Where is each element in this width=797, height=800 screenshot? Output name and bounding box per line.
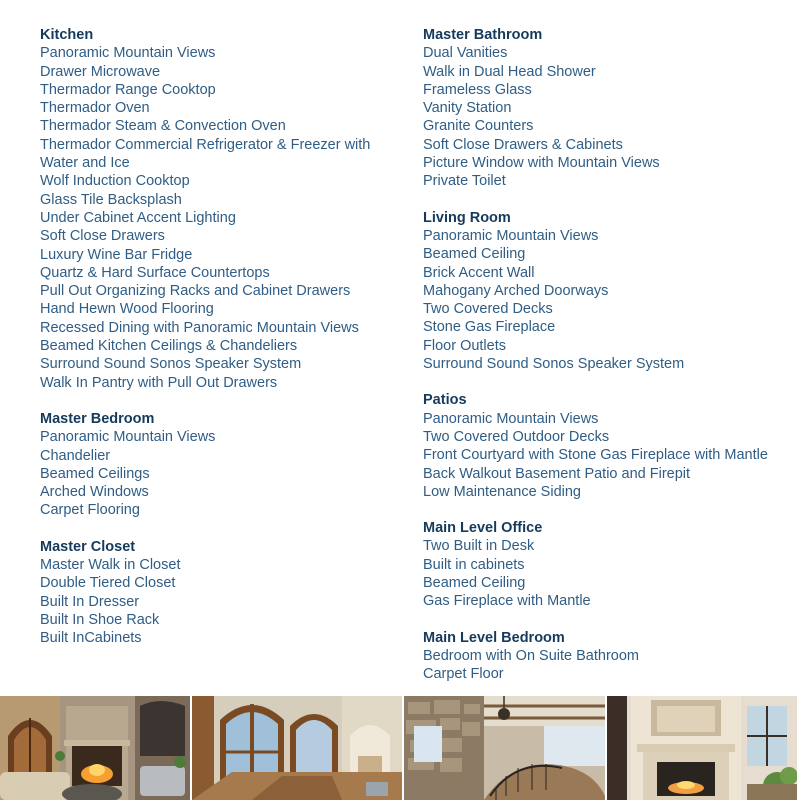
feature-item: Two Covered Outdoor Decks (423, 428, 610, 445)
section-main-level-bedroom (423, 629, 795, 684)
section-heading-kitchen: Kitchen (40, 27, 94, 43)
feature-item: Surround Sound Sonos Speaker System (423, 356, 685, 373)
feature-item: Walk in Dual Head Shower (423, 63, 596, 80)
section-master-closet (40, 538, 400, 648)
feature-item: Granite Counters (423, 118, 534, 135)
feature-item: Built InCabinets (40, 630, 142, 647)
feature-item: Vanity Station (423, 100, 512, 117)
feature-item: Drawer Microwave (40, 63, 161, 80)
section-master-bedroom (40, 410, 400, 520)
feature-item: Two Built in Desk (423, 538, 535, 555)
feature-item: Two Covered Decks (423, 301, 553, 318)
feature-list (0, 26, 797, 694)
feature-item: Thermador Commercial Refrigerator & Freezer with Water and Ice (40, 136, 371, 172)
feature-item: Hand Hewn Wood Flooring (40, 301, 214, 318)
feature-item: Pull Out Organizing Racks and Cabinet Drawers (40, 283, 351, 300)
feature-item: Under Cabinet Accent Lighting (40, 209, 236, 226)
feature-item: Double Tiered Closet (40, 575, 176, 592)
feature-item: Panoramic Mountain Views (40, 45, 216, 62)
feature-item: Luxury Wine Bar Fridge (40, 246, 193, 263)
right-column (423, 26, 795, 702)
feature-item: Frameless Glass (423, 81, 532, 98)
section-heading-master-bedroom: Master Bedroom (40, 410, 155, 427)
living-room-fireplace-photo (607, 696, 797, 800)
feature-item: Floor Outlets (423, 337, 506, 354)
arched-doors-hallway-image (192, 696, 402, 800)
feature-item: Surround Sound Sonos Speaker System (40, 356, 302, 373)
section-heading-master-closet: Master Closet (40, 538, 136, 555)
feature-item: Back Walkout Basement Patio and Firepit (423, 465, 691, 482)
arched-doors-hallway-photo (192, 696, 402, 800)
section-master-bathroom (423, 26, 795, 191)
feature-item: Bedroom with On Suite Bathroom (423, 647, 639, 664)
feature-item: Front Courtyard with Stone Gas Fireplace with Mantle (423, 447, 768, 464)
left-column (40, 26, 400, 666)
feature-list-master-closet (40, 556, 400, 647)
feature-item: Recessed Dining with Panoramic Mountain Views (40, 319, 359, 336)
feature-item: Walk In Pantry with Pull Out Drawers (40, 374, 278, 391)
courtyard-fireplace-image (0, 696, 190, 800)
feature-list-main-level-bedroom (423, 647, 795, 684)
feature-item: Brick Accent Wall (423, 264, 535, 281)
feature-list-main-level-office (423, 537, 795, 610)
feature-item: Arched Windows (40, 484, 149, 501)
stone-wall-staircase-photo (404, 696, 605, 800)
feature-item: Panoramic Mountain Views (423, 227, 599, 244)
feature-list-living-room (423, 227, 795, 373)
feature-item: Built In Shoe Rack (40, 611, 160, 628)
section-kitchen (40, 26, 400, 392)
feature-item: Beamed Kitchen Ceilings & Chandeliers (40, 338, 298, 355)
section-main-level-office (423, 519, 795, 610)
feature-item: Thermador Oven (40, 100, 150, 117)
section-heading-main-level-bedroom: Main Level Bedroom (423, 629, 565, 646)
feature-item: Beamed Ceiling (423, 246, 526, 263)
courtyard-fireplace-photo (0, 696, 190, 800)
feature-item: Picture Window with Mountain Views (423, 155, 660, 172)
feature-item: Low Maintenance Siding (423, 483, 581, 500)
section-patios (423, 391, 795, 501)
feature-item: Thermador Steam & Convection Oven (40, 118, 286, 135)
feature-list-patios (423, 410, 795, 501)
section-heading-living-room: Living Room (423, 209, 511, 226)
feature-list-master-bathroom (423, 44, 795, 190)
feature-item: Built in cabinets (423, 556, 525, 573)
section-heading-main-level-office: Main Level Office (423, 520, 543, 537)
photo-strip (0, 696, 797, 800)
feature-item: Glass Tile Backsplash (40, 191, 182, 208)
feature-item: Wolf Induction Cooktop (40, 173, 190, 190)
feature-item: Carpet Flooring (40, 502, 140, 519)
feature-item: Private Toilet (423, 173, 506, 190)
feature-item: Thermador Range Cooktop (40, 81, 216, 98)
feature-item: Chandelier (40, 447, 111, 464)
feature-item: Quartz & Hard Surface Countertops (40, 264, 270, 281)
feature-item: Panoramic Mountain Views (40, 429, 216, 446)
feature-item: Stone Gas Fireplace (423, 319, 556, 336)
feature-item: Soft Close Drawers & Cabinets (423, 136, 623, 153)
feature-item: Beamed Ceilings (40, 465, 150, 482)
feature-item: Panoramic Mountain Views (423, 410, 599, 427)
feature-item: Built In Dresser (40, 593, 140, 610)
feature-item: Master Walk in Closet (40, 557, 181, 574)
feature-item: Mahogany Arched Doorways (423, 282, 609, 299)
feature-item: Dual Vanities (423, 45, 508, 62)
feature-item: Carpet Floor (423, 666, 504, 683)
feature-item: Beamed Ceiling (423, 575, 526, 592)
stone-wall-staircase-image (404, 696, 605, 800)
section-living-room (423, 209, 795, 374)
living-room-fireplace-image (607, 696, 797, 800)
feature-item: Soft Close Drawers (40, 228, 165, 245)
feature-list-kitchen (40, 44, 400, 392)
section-heading-patios: Patios (423, 392, 467, 409)
section-heading-master-bathroom: Master Bathroom (423, 27, 543, 43)
feature-list-master-bedroom (40, 428, 400, 519)
feature-item: Gas Fireplace with Mantle (423, 593, 591, 610)
